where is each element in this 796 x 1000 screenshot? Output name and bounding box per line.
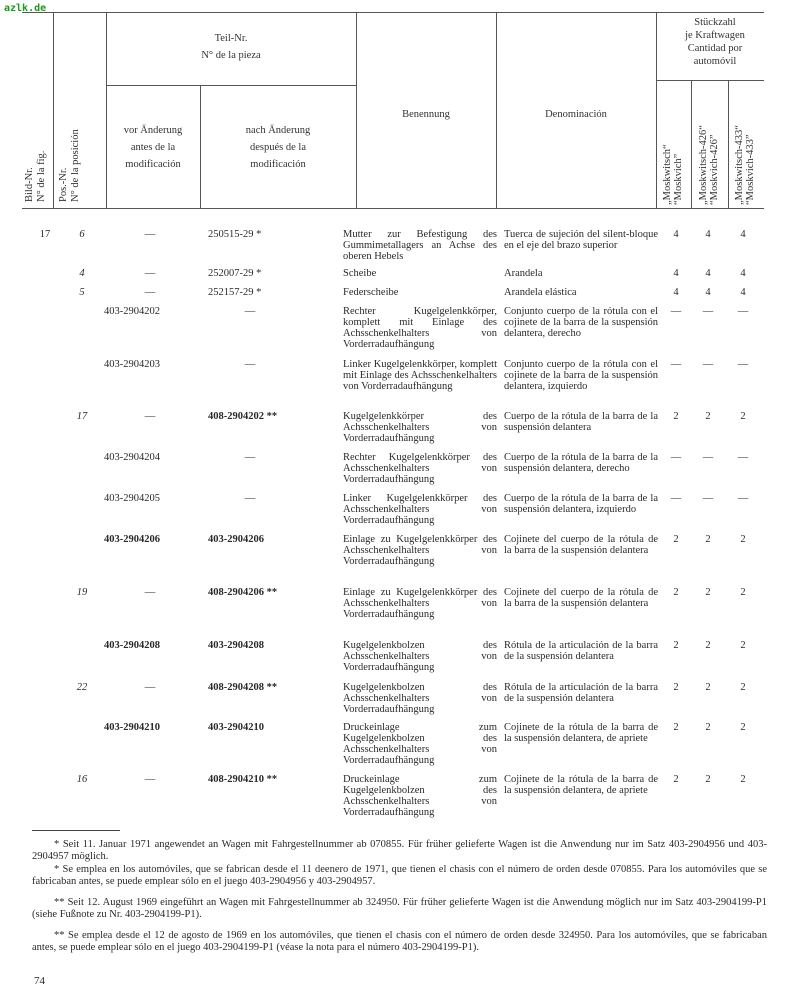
quantity-cell: 4 <box>705 268 711 279</box>
part-number-after: — <box>244 493 256 504</box>
denominacion-cell: Rótula de la articulación de la barra de la suspensión delantera <box>504 640 658 662</box>
benennung-cell: Kugelgelenkbolzen des Achsschenkelhalters von Vorderradaufhängung <box>343 640 497 673</box>
denominacion-cell: Rótula de la articulación de la barra de la suspensión delantera <box>504 682 658 704</box>
quantity-cell: — <box>737 306 749 317</box>
quantity-cell: — <box>702 452 714 463</box>
quantity-cell: 2 <box>740 411 746 422</box>
quantity-cell: 2 <box>740 774 746 785</box>
quantity-cell: 2 <box>705 534 711 545</box>
watermark: azlk.de <box>4 3 47 14</box>
benennung-cell: Einlage zu Kugelgelenkkörper des Achsschenkelhalters von Vorderradaufhängung <box>343 534 497 567</box>
benennung-cell: Einlage zu Kugelgelenkkörper des Achsschenkelhalters von Vorderradaufhängung <box>343 587 497 620</box>
part-number-after: 252157-29 * <box>208 287 262 298</box>
position-number: 22 <box>76 682 88 693</box>
denominacion-cell: Arandela <box>504 268 543 279</box>
part-number-after: — <box>244 452 256 463</box>
stueckzahl-header: Stückzahl je Kraftwagen Cantidad por automóvil <box>685 17 745 67</box>
quantity-cell: 2 <box>740 722 746 733</box>
table-header <box>22 12 764 208</box>
quantity-cell: — <box>670 452 682 463</box>
quantity-cell: 2 <box>705 640 711 651</box>
benennung-cell: Kugelgelenkkörper des Achsschenkelhalters von Vorderradaufhängung <box>343 411 497 444</box>
denominacion-cell: Arandela elástica <box>504 287 577 298</box>
nach-aenderung-header: nach Änderung después de la modificación <box>245 125 311 170</box>
part-number-before: 403-2904210 <box>104 722 160 733</box>
quantity-cell: — <box>702 306 714 317</box>
part-number-before: — <box>144 287 156 298</box>
denominacion-cell: Cojinete del cuerpo de la rótula de la barra de la suspensión delantera <box>504 587 658 609</box>
part-number-before: — <box>144 587 156 598</box>
part-number-before: — <box>144 229 156 240</box>
quantity-cell: — <box>670 493 682 504</box>
footnote-de-1: * Seit 11. Januar 1971 angewendet an Wagen mit Fahrgestellnummer ab 070855. Für früher gelieferte Wagen ist die Anwendung nur im Satz 403-2904956 und 403-2904957 möglich. <box>32 839 767 862</box>
quantity-cell: 2 <box>705 722 711 733</box>
denominacion-cell: Conjunto cuerpo de la rótula con el cojinete de la barra de la suspensión delantera, derecho <box>504 306 658 339</box>
moskvich-header: „Moskwitsch“ “Moskvich” <box>662 144 684 205</box>
part-number-before: 403-2904203 <box>104 359 160 370</box>
part-number-before: 403-2904204 <box>104 452 160 463</box>
quantity-cell: 4 <box>740 287 746 298</box>
quantity-cell: — <box>670 306 682 317</box>
quantity-cell: 4 <box>673 268 679 279</box>
part-number-before: — <box>144 682 156 693</box>
denominacion-cell: Cuerpo de la rótula de la barra de la suspensión delantera <box>504 411 658 433</box>
vor-aenderung-header: vor Änderung antes de la modificación <box>123 125 183 170</box>
part-number-after: 408-2904202 ** <box>208 411 278 422</box>
part-number-after: 252007-29 * <box>208 268 262 279</box>
denominacion-header: Denominación <box>545 109 607 120</box>
position-number: 17 <box>76 411 88 422</box>
denominacion-cell: Tuerca de sujeción del silent-bloque en el eje del brazo superior <box>504 229 658 251</box>
benennung-cell: Linker Kugelgelenkkörper des Achsschenkelhalters von Vorderradaufhängung <box>343 493 497 526</box>
benennung-cell: Druckeinlage zum Kugelgelenkbolzen des Achsschenkelhalters von Vorderradaufhängung <box>343 774 497 818</box>
quantity-cell: 2 <box>705 411 711 422</box>
quantity-cell: 4 <box>705 229 711 240</box>
quantity-cell: 2 <box>740 640 746 651</box>
part-number-after: 408-2904206 ** <box>208 587 278 598</box>
part-number-before: 403-2904206 <box>104 534 160 545</box>
quantity-cell: — <box>737 493 749 504</box>
benennung-header: Benennung <box>402 109 450 120</box>
quantity-cell: — <box>702 359 714 370</box>
quantity-cell: — <box>702 493 714 504</box>
denominacion-cell: Cojinete del cuerpo de la rótula de la barra de la suspensión delantera <box>504 534 658 556</box>
quantity-cell: — <box>670 359 682 370</box>
part-number-before: — <box>144 774 156 785</box>
part-number-after: 250515-29 * <box>208 229 262 240</box>
benennung-cell: Kugelgelenkbolzen des Achsschenkelhalters von Vorderradaufhängung <box>343 682 497 715</box>
position-number: 16 <box>76 774 88 785</box>
quantity-cell: 2 <box>673 587 679 598</box>
quantity-cell: 4 <box>740 229 746 240</box>
page-number: 74 <box>34 975 45 987</box>
bild-nr-header: Bild-Nr. N° de la fig. <box>24 150 47 202</box>
part-number-before: 403-2904202 <box>104 306 160 317</box>
quantity-cell: 2 <box>705 682 711 693</box>
position-number: 5 <box>79 287 85 298</box>
teil-nr-header: Teil-Nr. N° de la pieza <box>201 33 261 61</box>
quantity-cell: 2 <box>740 682 746 693</box>
quantity-cell: 2 <box>673 640 679 651</box>
denominacion-cell: Conjunto cuerpo de la rótula con el cojinete de la barra de la suspensión delantera, izquierdo <box>504 359 658 392</box>
quantity-cell: — <box>737 452 749 463</box>
part-number-before: — <box>144 268 156 279</box>
quantity-cell: 2 <box>673 411 679 422</box>
denominacion-cell: Cojinete de la rótula de la barra de la suspensión delantera, de apriete <box>504 774 658 796</box>
denominacion-cell: Cojinete de la rótula de la barra de la suspensión delantera, de apriete <box>504 722 658 744</box>
moskvich-433-header: „Moskwitsch-433“ “Moskvich-433” <box>734 125 756 205</box>
quantity-cell: 2 <box>705 774 711 785</box>
part-number-after: 408-2904210 ** <box>208 774 278 785</box>
denominacion-cell: Cuerpo de la rótula de la barra de la suspensión delantera, izquierdo <box>504 493 658 515</box>
part-number-after: 408-2904208 ** <box>208 682 278 693</box>
footnote-de-2: ** Seit 12. August 1969 eingeführt an Wagen mit Fahrgestellnummer ab 324950. Für früher gelieferte Wagen ist die Anwendung möglich nur im Satz 403-2904199-P1 (siehe Fußnote zu Nr. 403-2904199-P1). <box>32 897 767 920</box>
part-number-before: 403-2904208 <box>104 640 160 651</box>
benennung-cell: Rechter Kugelgelenkkörper, komplett mit Einlage des Achsschenkelhalters von Vorderradaufhängung <box>343 306 497 350</box>
quantity-cell: 2 <box>740 587 746 598</box>
benennung-cell: Rechter Kugelgelenkkörper des Achsschenkelhalters von Vorderradaufhängung <box>343 452 497 485</box>
quantity-cell: 4 <box>740 268 746 279</box>
quantity-cell: 2 <box>673 722 679 733</box>
footnote-divider <box>32 830 120 831</box>
quantity-cell: 2 <box>705 587 711 598</box>
footnote-es-1: * Se emplea en los automóviles, que se fabrican desde el 11 deenero de 1971, que tienen el chasis con el número de orden desde 070855. Para los automóviles que se fabricaban antes, se puede emplear sólo en el juego 403-2904956 y 403-2904957. <box>32 864 767 887</box>
position-number: 4 <box>79 268 85 279</box>
figure-number: 17 <box>39 229 51 240</box>
part-number-before: 403-2904205 <box>104 493 160 504</box>
position-number: 6 <box>79 229 85 240</box>
part-number-after: 403-2904210 <box>208 722 264 733</box>
quantity-cell: 2 <box>673 774 679 785</box>
benennung-cell: Mutter zur Befestigung des Gummimetallagers an Achse des oberen Hebels <box>343 229 497 262</box>
part-number-after: — <box>244 359 256 370</box>
benennung-cell: Scheibe <box>343 268 377 279</box>
position-number: 19 <box>76 587 88 598</box>
quantity-cell: 4 <box>705 287 711 298</box>
part-number-after: 403-2904206 <box>208 534 264 545</box>
footnote-es-2: ** Se emplea desde el 12 de agosto de 1969 en los automóviles, que tienen el chasis con el número de orden desde 324950. Para los automóviles, que se fabricaban antes, se puede emplear sólo en el juego 403-2904199-P1 (véase la nota para el número 403-2904199-P1). <box>32 930 767 953</box>
quantity-cell: 4 <box>673 229 679 240</box>
denominacion-cell: Cuerpo de la rótula de la barra de la suspensión delantera, derecho <box>504 452 658 474</box>
part-number-before: — <box>144 411 156 422</box>
part-number-after: — <box>244 306 256 317</box>
pos-nr-header: Pos.-Nr. N° de la posición <box>58 129 81 202</box>
quantity-cell: — <box>737 359 749 370</box>
benennung-cell: Druckeinlage zum Kugelgelenkbolzen des Achsschenkelhalters von Vorderradaufhängung <box>343 722 497 766</box>
part-number-after: 403-2904208 <box>208 640 264 651</box>
quantity-cell: 4 <box>673 287 679 298</box>
benennung-cell: Federscheibe <box>343 287 399 298</box>
quantity-cell: 2 <box>673 534 679 545</box>
benennung-cell: Linker Kugelgelenkkörper, komplett mit Einlage des Achsschenkelhalters von Vorderradaufhängung <box>343 359 497 392</box>
moskvich-426-header: „Moskwitsch-426“ “Moskvich-426” <box>698 125 720 205</box>
quantity-cell: 2 <box>673 682 679 693</box>
quantity-cell: 2 <box>740 534 746 545</box>
